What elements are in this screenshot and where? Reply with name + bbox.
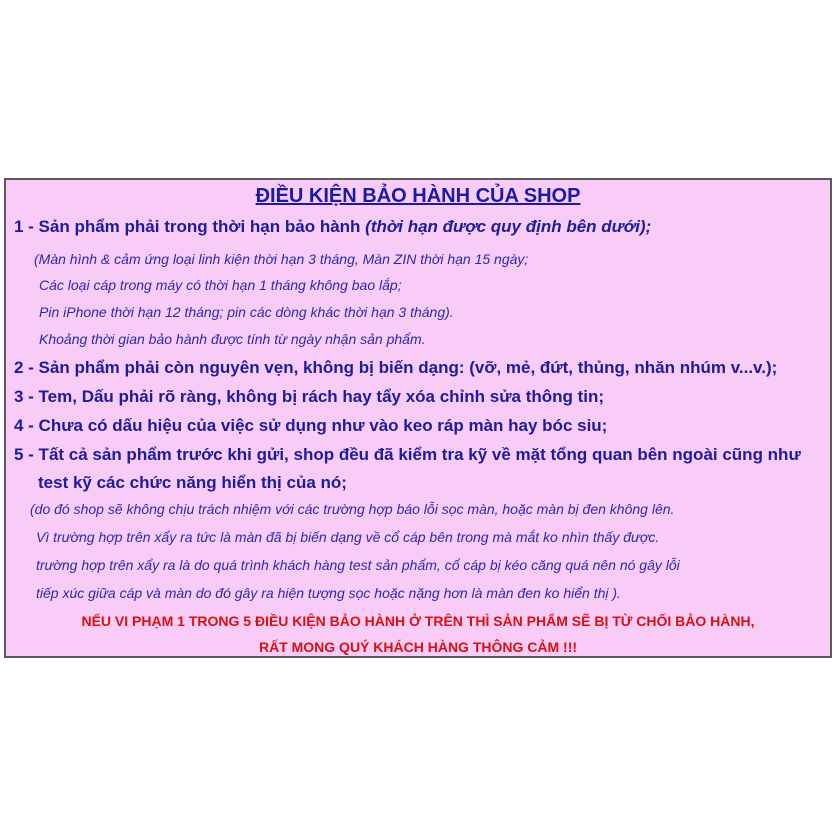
condition-1-note: Khoảng thời gian bảo hành được tính từ ngày nhận sản phẩm.: [39, 331, 426, 347]
warranty-notice-box: [4, 178, 832, 658]
condition-1-note: (Màn hình & cảm ứng loại linh kiện thời hạn 3 tháng, Màn ZIN thời hạn 15 ngày;: [34, 251, 529, 267]
notice-title: ĐIỀU KIỆN BẢO HÀNH CỦA SHOP: [255, 185, 581, 207]
condition-4: 4 - Chưa có dấu hiệu của việc sử dụng như vào keo ráp màn hay bóc siu;: [14, 416, 608, 435]
condition-5: 5 - Tất cả sản phẩm trước khi gửi, shop đều đã kiểm tra kỹ về mặt tổng quan bên ngoài cũng như: [14, 445, 801, 464]
condition-3: 3 - Tem, Dấu phải rõ ràng, không bị rách hay tẩy xóa chỉnh sửa thông tin;: [14, 387, 605, 406]
condition-5-continued: test kỹ các chức năng hiển thị của nó;: [38, 473, 347, 492]
condition-1-note: Pin iPhone thời hạn 12 tháng; pin các dòng khác thời hạn 3 tháng).: [39, 304, 454, 320]
condition-1-emphasis: (thời hạn được quy định bên dưới);: [365, 217, 652, 236]
warning-line: RẤT MONG QUÝ KHÁCH HÀNG THÔNG CẢM !!!: [258, 639, 578, 655]
condition-1: [14, 217, 651, 237]
condition-1-text: 1 - Sản phẩm phải trong thời hạn bảo hành: [14, 217, 366, 236]
warning-line: NẾU VI PHẠM 1 TRONG 5 ĐIỀU KIỆN BẢO HÀNH Ở TRÊN THÌ SẢN PHẨM SẼ BỊ TỪ CHỐI BẢO HÀNH,: [81, 613, 755, 629]
condition-2: 2 - Sản phẩm phải còn nguyên vẹn, không bị biến dạng: (vỡ, mẻ, đứt, thủng, nhăn nhúm v...v.);: [14, 358, 778, 377]
condition-5-note: (do đó shop sẽ không chịu trách nhiệm với các trường hợp báo lỗi sọc màn, hoặc màn bị đen không lên.: [30, 501, 675, 517]
condition-5-note: Vì trường hợp trên xẩy ra tức là màn đã bị biến dạng về cổ cáp bên trong mà mắt ko nhìn thấy được.: [36, 529, 660, 545]
condition-5-note: trường hợp trên xẩy ra là do quá trình khách hàng test sản phẩm, cổ cáp bị kéo căng quá nên nó gây lỗi: [36, 557, 680, 573]
condition-5-note: tiếp xúc giữa cáp và màn do đó gây ra hiện tượng sọc hoặc nặng hơn là màn đen ko hiển thị ).: [36, 585, 621, 601]
condition-1-note: Các loại cáp trong máy có thời hạn 1 tháng không bao lắp;: [39, 277, 402, 293]
